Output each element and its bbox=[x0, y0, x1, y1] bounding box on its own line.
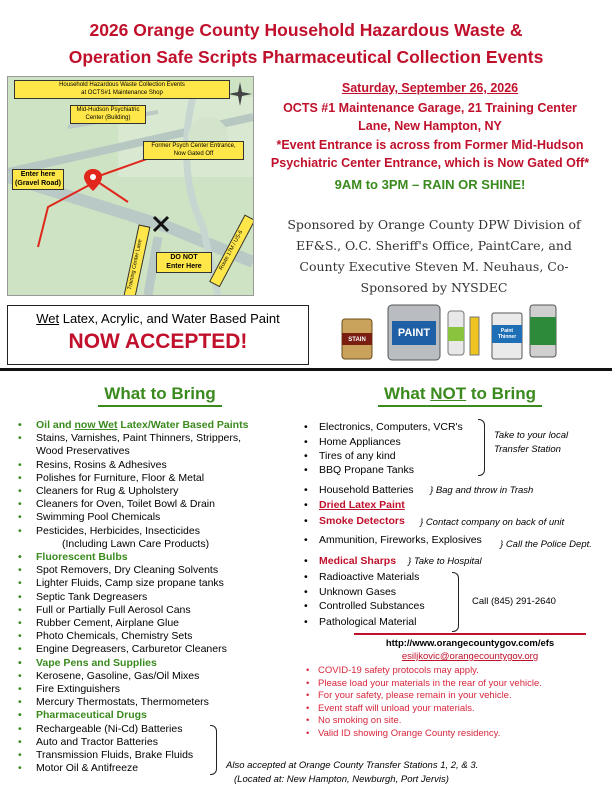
rule-item: • Please load your materials in the rear of your vehicle. bbox=[318, 678, 542, 690]
map-road-training-center: Training Center Lane bbox=[122, 224, 150, 296]
bring-item: • Photo Chemicals, Chemistry Sets bbox=[18, 630, 308, 643]
contact-divider bbox=[354, 633, 586, 635]
not-bring-item-text: Tires of any kind bbox=[319, 450, 396, 462]
what-to-bring-list bbox=[18, 419, 308, 775]
bring-item: • Polishes for Furniture, Floor & Metal bbox=[18, 472, 308, 485]
bring-item: • Swimming Pool Chemicals bbox=[18, 511, 308, 524]
bring-item: • Mercury Thermostats, Thermometers bbox=[18, 696, 308, 709]
transfer-note-line-1: Also accepted at Orange County Transfer Stations 1, 2, & 3. bbox=[226, 760, 479, 771]
bring-item: • Pesticides, Herbicides, Insecticides bbox=[18, 525, 308, 538]
sponsor-line-4: Sponsored by NYSDEC bbox=[360, 280, 508, 295]
not-bring-item-text: Home Appliances bbox=[319, 436, 401, 448]
bullet-icon: • bbox=[304, 600, 308, 612]
wtb-underline bbox=[98, 405, 222, 407]
what-to-bring-heading bbox=[70, 384, 250, 404]
call-brace bbox=[452, 572, 459, 632]
note-smoke-text: Contact company on back of unit bbox=[425, 517, 565, 528]
note-transfer-line-2: Transfer Station bbox=[494, 444, 561, 455]
bring-item: • Motor Oil & Antifreeze bbox=[18, 762, 308, 775]
not-bring-item-text: Electronics, Computers, VCR's bbox=[319, 421, 463, 433]
bring-item: • Pharmaceutical Drugs bbox=[18, 709, 308, 722]
event-entrance-line-2: Psychiatric Center Entrance, which is Now Gated Off* bbox=[270, 156, 590, 170]
event-entrance-line-1: *Event Entrance is across from Former Mid-Hudson bbox=[276, 138, 584, 152]
bullet-icon: • bbox=[304, 586, 308, 598]
map-label-former-entrance bbox=[143, 141, 244, 160]
rule-item: • Valid ID showing Orange County residency. bbox=[318, 728, 500, 740]
bullet-icon: • bbox=[304, 534, 308, 546]
map-road-route: Route 17M / US-6 bbox=[209, 214, 254, 287]
paint-products-image bbox=[340, 297, 560, 362]
sponsor-line-2: EF&S., O.C. Sheriff's Office, PaintCare, and bbox=[296, 238, 572, 253]
bring-item: • Kerosene, Gasoline, Gas/Oil Mixes bbox=[18, 670, 308, 683]
map-header bbox=[14, 80, 230, 99]
sponsor-line-1: Sponsored by Orange County DPW Division of bbox=[287, 217, 581, 232]
rule-item: • Event staff will unload your materials. bbox=[318, 703, 475, 715]
donot-line-1: DO NOT bbox=[170, 254, 198, 261]
psych-line-2: Center (Building) bbox=[85, 114, 131, 121]
donot-line-2: Enter Here bbox=[166, 262, 202, 270]
rule-item: • COVID-19 safety protocols may apply. bbox=[318, 665, 479, 677]
bring-item: • Stains, Varnishes, Paint Thinners, Strippers, bbox=[18, 432, 308, 445]
former-line-1: Former Psych Center Entrance, bbox=[151, 143, 236, 149]
paint-label: PAINT bbox=[397, 327, 431, 339]
bring-item: Wood Preservatives bbox=[36, 445, 130, 458]
enter-line-1: Enter here bbox=[20, 171, 56, 178]
bring-item: • Fire Extinguishers bbox=[18, 683, 308, 696]
map-label-do-not-enter bbox=[156, 252, 212, 273]
bring-item: • Full or Partially Full Aerosol Cans bbox=[18, 604, 308, 617]
section-divider bbox=[0, 368, 612, 371]
transfer-station-brace bbox=[478, 419, 485, 476]
latex-wet: Wet bbox=[36, 311, 60, 326]
bring-item: • Cleaners for Rug & Upholstery bbox=[18, 485, 308, 498]
thinner-label: Paint Thinner bbox=[497, 328, 517, 340]
transfer-note-line-2: (Located at: New Hampton, Newburgh, Port Jervis) bbox=[234, 774, 449, 785]
bullet-icon: • bbox=[304, 484, 308, 496]
note-call: Call (845) 291-2640 bbox=[472, 596, 556, 607]
bring-item: • Transmission Fluids, Brake Fluids bbox=[18, 749, 308, 762]
not-bring-item-text: Radioactive Materials bbox=[319, 571, 420, 583]
bullet-icon: • bbox=[304, 436, 308, 448]
not-bring-item-text: Unknown Gases bbox=[319, 586, 397, 598]
title-line-1: 2026 Orange County Household Hazardous Waste & bbox=[89, 20, 523, 40]
contact-url[interactable]: http://www.orangecountygov.com/efs bbox=[385, 638, 555, 649]
latex-paint-box bbox=[7, 305, 309, 365]
event-hours: 9AM to 3PM – RAIN OR SHINE! bbox=[334, 177, 526, 192]
bring-item: • Resins, Rosins & Adhesives bbox=[18, 459, 308, 472]
stain-label: STAIN bbox=[348, 337, 366, 343]
not-bring-item-text: Dried Latex Paint bbox=[319, 499, 405, 511]
note-batteries-text: Bag and throw in Trash bbox=[435, 485, 534, 496]
bring-item: (Including Lawn Care Products) bbox=[62, 537, 210, 550]
map-header-line-1: Household Hazardous Waste Collection Events bbox=[59, 82, 185, 88]
bullet-icon: • bbox=[304, 616, 308, 628]
rule-item: • For your safety, please remain in your vehicle. bbox=[318, 690, 512, 702]
wnb-underline bbox=[378, 405, 542, 407]
latex-rest: Latex, Acrylic, and Water Based Paint bbox=[59, 311, 280, 326]
note-ammo: } Call the Police Dept. bbox=[500, 539, 592, 550]
bring-item-text-2: Latex/Water Based Paints bbox=[117, 419, 249, 431]
rule-item: • No smoking on site. bbox=[318, 715, 401, 727]
latex-now-accepted: NOW ACCEPTED! bbox=[68, 330, 248, 353]
not-bring-item-text: Pathological Material bbox=[319, 616, 417, 628]
latex-box-top bbox=[8, 311, 308, 326]
note-batteries: } Bag and throw in Trash bbox=[430, 485, 534, 496]
note-smoke: } Contact company on back of unit bbox=[420, 517, 565, 528]
wnb-heading-b: NOT bbox=[430, 384, 467, 403]
note-transfer-line-1: Take to your local bbox=[494, 430, 569, 441]
bring-item: • Rubber Cement, Airplane Glue bbox=[18, 617, 308, 630]
bullet-icon: • bbox=[304, 450, 308, 462]
wnb-heading-a: What bbox=[383, 384, 431, 403]
wtb-heading-a: What bbox=[104, 384, 151, 403]
event-location-line-2: Lane, New Hampton, NY bbox=[358, 119, 502, 133]
event-location-line-1: OCTS #1 Maintenance Garage, 21 Training Center bbox=[283, 101, 577, 115]
map-label-psych-center bbox=[70, 105, 146, 124]
bullet-icon: • bbox=[304, 464, 308, 476]
transfer-brace bbox=[210, 725, 217, 775]
bring-item: • Spot Removers, Dry Cleaning Solvents bbox=[18, 564, 308, 577]
contact-email[interactable]: esiljkovic@orangecountygov.org bbox=[401, 651, 539, 662]
bullet-icon: • bbox=[304, 555, 308, 567]
bring-item: • Septic Tank Degreasers bbox=[18, 591, 308, 604]
bring-item: • Lighter Fluids, Camp size propane tanks bbox=[18, 577, 308, 590]
bring-item-text: Oil and bbox=[36, 419, 75, 431]
bring-item: • Vape Pens and Supplies bbox=[18, 657, 308, 670]
bring-item-underlined: now Wet bbox=[74, 419, 118, 431]
map-label-enter-here bbox=[12, 169, 64, 190]
bullet-icon: • bbox=[304, 499, 308, 511]
former-line-2: Now Gated Off bbox=[173, 150, 214, 157]
what-not-heading bbox=[360, 384, 560, 404]
wnb-heading-c: to Bring bbox=[466, 384, 537, 403]
sponsor-line-3: County Executive Steven M. Neuhaus, Co- bbox=[299, 259, 569, 274]
bullet-icon: • bbox=[304, 515, 308, 527]
bullet-icon: • bbox=[304, 421, 308, 433]
not-bring-item-text: Ammunition, Fireworks, Explosives bbox=[319, 534, 482, 546]
bring-item: • Fluorescent Bulbs bbox=[18, 551, 308, 564]
map-header-line-2: at OCTS#1 Maintenance Shop bbox=[81, 89, 163, 96]
event-date: Saturday, September 26, 2026 bbox=[341, 81, 519, 95]
enter-line-2: (Gravel Road) bbox=[15, 179, 61, 187]
not-bring-item-text: Medical Sharps bbox=[319, 555, 397, 567]
not-bring-item-text: Household Batteries bbox=[319, 484, 414, 496]
bring-item: • Rechargeable (Ni-Cd) Batteries bbox=[18, 723, 308, 736]
not-bring-item-text: Controlled Substances bbox=[319, 600, 425, 612]
not-bring-item-text: Smoke Detectors bbox=[319, 515, 405, 527]
bring-item: • Engine Degreasers, Carburetor Cleaners bbox=[18, 643, 308, 656]
site-map bbox=[7, 76, 254, 296]
bullet-icon: • bbox=[304, 571, 308, 583]
bring-item bbox=[18, 419, 308, 432]
paint-cans-illustration bbox=[340, 297, 560, 362]
bring-item: • Cleaners for Oven, Toilet Bowl & Drain bbox=[18, 498, 308, 511]
title-line-2: Operation Safe Scripts Pharmaceutical Collection Events bbox=[68, 47, 544, 67]
note-ammo-text: Call the Police Dept. bbox=[505, 539, 592, 550]
not-bring-item-text: BBQ Propane Tanks bbox=[319, 464, 414, 476]
bring-item: • Auto and Tractor Batteries bbox=[18, 736, 308, 749]
note-sharps-text: Take to Hospital bbox=[413, 556, 482, 567]
psych-line-1: Mid-Hudson Psychiatric bbox=[76, 107, 140, 113]
note-sharps: } Take to Hospital bbox=[408, 556, 482, 567]
wtb-heading-b: to Bring bbox=[150, 384, 216, 403]
